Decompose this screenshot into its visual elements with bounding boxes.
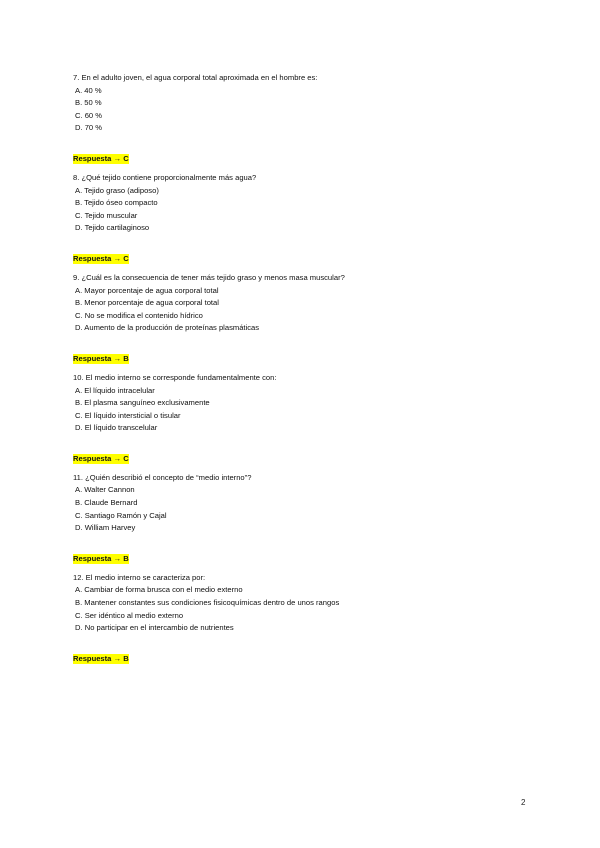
answer-highlight: Respuesta → B [73,353,129,363]
option-c: C. No se modifica el contenido hídrico [75,310,203,320]
question-text: 10. El medio interno se corresponde fundamentalmente con: [73,372,277,382]
option-a: A. Walter Cannon [75,485,135,495]
answer-row [73,648,543,661]
option-b: B. Tejido óseo compacto [75,198,158,208]
option-a: A. Cambiar de forma brusca con el medio externo [75,585,243,595]
question-text: 8. ¿Qué tejido contiene proporcionalmente más agua? [73,172,257,182]
option-c: C. 60 % [75,110,103,120]
option-c: C. Santiago Ramón y Cajal [75,510,167,520]
option-a: A. Mayor porcentaje de agua corporal total [75,285,219,295]
option-b: B. El plasma sanguíneo exclusivamente [75,398,210,408]
option-b: B. Menor porcentaje de agua corporal total [75,298,219,308]
option-list [73,85,543,135]
answer-row [73,448,543,461]
option-b: B. Claude Bernard [75,498,138,508]
answer-highlight: Respuesta → C [73,253,129,263]
answer-row [73,548,543,561]
option-c: C. El líquido intersticial o tisular [75,410,181,420]
question-text: 9. ¿Cuál es la consecuencia de tener más tejido graso y menos masa muscular? [73,272,345,282]
option-a: A. Tejido graso (adiposo) [75,185,159,195]
answer-row [73,148,543,161]
question-text: 11. ¿Quién describió el concepto de “medio interno”? [73,472,252,482]
questions-container [73,72,543,672]
question-block-11 [73,472,543,561]
answer-row [73,348,543,361]
answer-highlight: Respuesta → C [73,453,129,463]
answer-highlight: Respuesta → C [73,153,129,163]
option-c: C. Tejido muscular [75,210,138,220]
question-text: 12. El medio interno se caracteriza por: [73,572,206,582]
option-list [73,385,543,435]
question-block-9 [73,272,543,361]
page-number: 2 [521,798,526,807]
answer-highlight: Respuesta → B [73,553,129,563]
option-d: D. William Harvey [75,523,136,533]
option-list [73,484,543,534]
option-d: D. No participar en el intercambio de nutrientes [75,623,234,633]
option-list [73,584,543,634]
answer-highlight: Respuesta → B [73,653,129,663]
question-text: 7. En el adulto joven, el agua corporal total aproximada en el hombre es: [73,73,318,82]
question-block-8 [73,172,543,261]
option-c: C. Ser idéntico al medio externo [75,610,184,620]
option-b: B. Mantener constantes sus condiciones fisicoquímicas dentro de unos rangos [75,598,340,608]
option-a: A. 40 % [75,85,102,95]
option-list [73,185,543,235]
question-block-10 [73,372,543,461]
question-block-12 [73,572,543,661]
answer-row [73,248,543,261]
option-list [73,285,543,335]
option-d: D. 70 % [75,123,103,133]
option-d: D. Tejido cartilaginoso [75,223,150,233]
option-d: D. Aumento de la producción de proteínas plasmáticas [75,323,260,333]
option-b: B. 50 % [75,98,102,108]
question-block-7 [73,72,543,161]
option-a: A. El líquido intracelular [75,385,155,395]
option-d: D. El líquido transcelular [75,423,158,433]
